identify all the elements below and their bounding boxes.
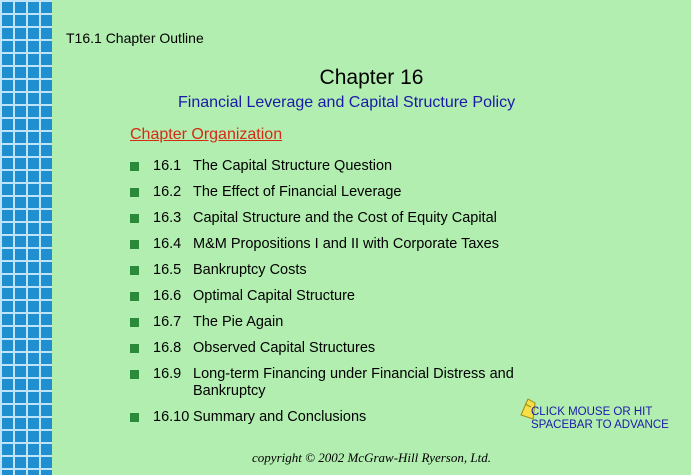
chapter-subtitle: Financial Leverage and Capital Structure Policy xyxy=(178,94,516,111)
section-number: 16.10 xyxy=(153,409,190,425)
section-title: Long-term Financing under Financial Distress and Bankruptcy xyxy=(193,366,514,399)
square-bullet-icon xyxy=(130,318,139,327)
square-bullet-icon xyxy=(130,370,139,379)
section-title: Summary and Conclusions xyxy=(193,409,367,425)
section-title: M&M Propositions I and II with Corporate Taxes xyxy=(193,236,499,252)
section-number: 16.5 xyxy=(153,262,182,278)
square-bullet-icon xyxy=(130,344,139,353)
square-bullet-icon xyxy=(130,413,139,422)
chapter-title: Chapter 16 xyxy=(319,66,424,89)
section-number: 16.3 xyxy=(153,210,182,226)
square-bullet-icon xyxy=(130,162,139,171)
square-bullet-icon xyxy=(130,292,139,301)
advance-hint[interactable]: CLICK MOUSE OR HIT SPACEBAR TO ADVANCE xyxy=(531,406,669,431)
section-number: 16.7 xyxy=(153,314,182,330)
section-title: Capital Structure and the Cost of Equity Capital xyxy=(193,210,497,226)
section-number: 16.6 xyxy=(153,288,182,304)
section-number: 16.2 xyxy=(153,184,182,200)
section-title: Bankruptcy Costs xyxy=(193,262,307,278)
section-title: Observed Capital Structures xyxy=(193,340,376,356)
square-bullet-icon xyxy=(130,266,139,275)
square-bullet-icon xyxy=(130,214,139,223)
section-title: Optimal Capital Structure xyxy=(193,288,355,304)
section-number: 16.8 xyxy=(153,340,182,356)
slide-label: T16.1 Chapter Outline xyxy=(66,30,204,46)
organization-heading: Chapter Organization xyxy=(130,126,283,143)
section-title: The Capital Structure Question xyxy=(193,158,393,174)
square-bullet-icon xyxy=(130,188,139,197)
section-title: The Effect of Financial Leverage xyxy=(193,184,402,200)
copyright-notice: copyright © 2002 McGraw-Hill Ryerson, Ltd. xyxy=(252,450,491,465)
square-bullet-icon xyxy=(130,240,139,249)
section-title: The Pie Again xyxy=(193,314,284,330)
section-number: 16.9 xyxy=(153,366,182,382)
section-number: 16.1 xyxy=(153,158,182,174)
section-number: 16.4 xyxy=(153,236,182,252)
